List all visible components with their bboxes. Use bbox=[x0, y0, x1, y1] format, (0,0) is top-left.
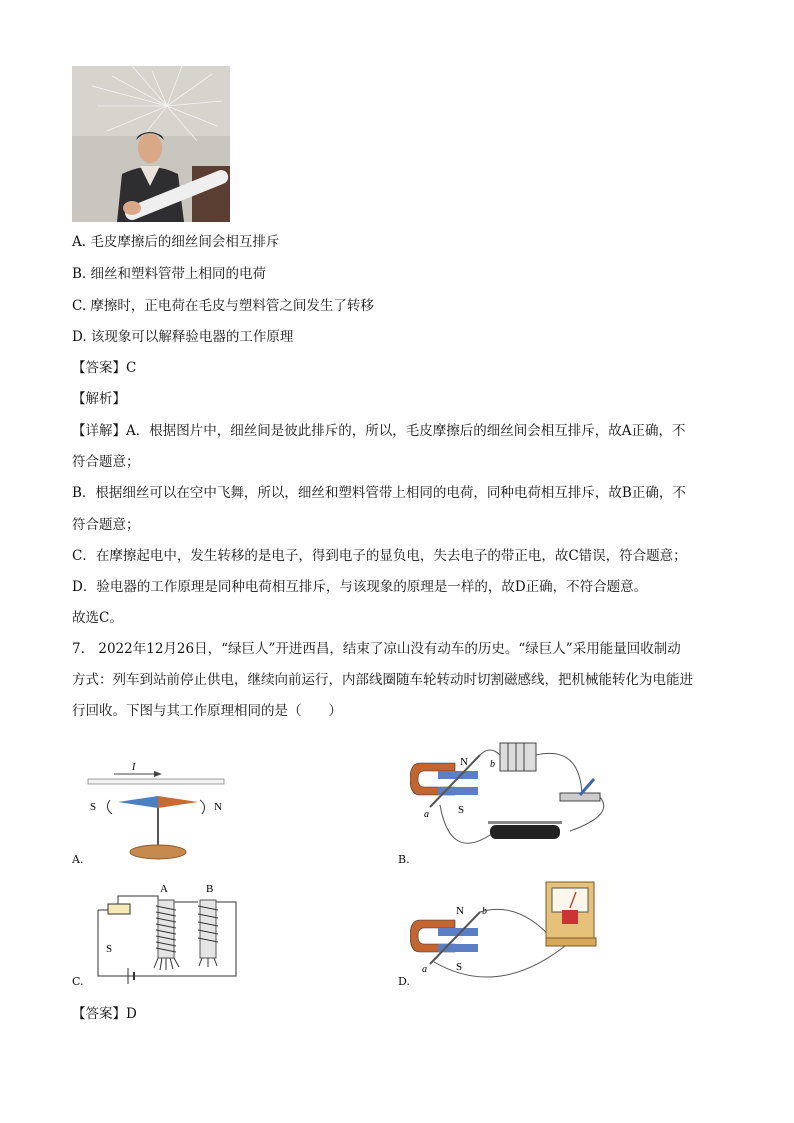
detail-line: 符合题意； bbox=[72, 454, 140, 470]
option-d: D. 该现象可以解释验电器的工作原理 bbox=[72, 329, 294, 345]
option-c: C. 摩擦时，正电荷在毛皮与塑料管之间发生了转移 bbox=[72, 298, 374, 314]
figure-b-motor bbox=[410, 735, 630, 865]
svg-text:S: S bbox=[458, 804, 465, 816]
svg-text:b: b bbox=[490, 759, 495, 770]
svg-text:b: b bbox=[482, 906, 487, 917]
svg-text:A: A bbox=[160, 883, 168, 895]
option-b: B. 细丝和塑料管带上相同的电荷 bbox=[72, 266, 267, 282]
detail-line: B．根据细丝可以在空中飞舞，所以，细丝和塑料管带上相同的电荷，同种电荷相互排斥，故B正确，不 bbox=[72, 485, 686, 501]
svg-text:S: S bbox=[90, 801, 97, 813]
option-label-c: C. bbox=[72, 975, 84, 988]
svg-text:S: S bbox=[456, 961, 463, 973]
option-label-b: B. bbox=[398, 853, 410, 866]
svg-text:a: a bbox=[422, 964, 427, 975]
detail-line: C．在摩擦起电中，发生转移的是电子，得到电子的显负电，失去电子的带正电，故C错误，符合题意； bbox=[72, 548, 687, 564]
answer-6: 【答案】C bbox=[72, 360, 137, 376]
experiment-photo bbox=[72, 66, 230, 222]
svg-text:N: N bbox=[214, 801, 222, 813]
option-label-d: D. bbox=[398, 975, 410, 988]
svg-text:a: a bbox=[424, 809, 429, 820]
answer-7: 【答案】D bbox=[72, 1006, 137, 1022]
option-label-a: A. bbox=[72, 853, 84, 866]
svg-text:N: N bbox=[456, 905, 464, 917]
detail-line: 符合题意； bbox=[72, 517, 140, 533]
figure-d-generator bbox=[410, 880, 600, 985]
figure-c-electromagnet bbox=[88, 880, 248, 985]
svg-text:B: B bbox=[206, 883, 214, 895]
svg-text:S: S bbox=[106, 943, 113, 955]
question-7-line: 行回收。下图与其工作原理相同的是（ ） bbox=[72, 703, 342, 719]
figure-a-oersted bbox=[84, 760, 234, 865]
question-7-line: 方式：列车到站前停止供电，继续向前运行，内部线圈随车轮转动时切割磁感线，把机械能转化为电能进 bbox=[72, 672, 693, 688]
analysis-title: 【解析】 bbox=[72, 391, 126, 407]
svg-text:N: N bbox=[460, 756, 468, 768]
question-7-line: 7. 2022年12月26日，“绿巨人”开进西昌，结束了凉山没有动车的历史。“绿巨人”采用能量回收制动 bbox=[72, 641, 681, 657]
detail-line: 故选C。 bbox=[72, 610, 123, 626]
detail-line: D．验电器的工作原理是同种电荷相互排斥，与该现象的原理是一样的，故D正确，不符合题意。 bbox=[72, 579, 648, 595]
detail-line: 【详解】A．根据图片中，细丝间是彼此排斥的，所以，毛皮摩擦后的细丝间会相互排斥，故A正确，不 bbox=[72, 423, 686, 439]
svg-text:I: I bbox=[132, 762, 136, 773]
option-a: A. 毛皮摩擦后的细丝间会相互排斥 bbox=[72, 234, 280, 250]
